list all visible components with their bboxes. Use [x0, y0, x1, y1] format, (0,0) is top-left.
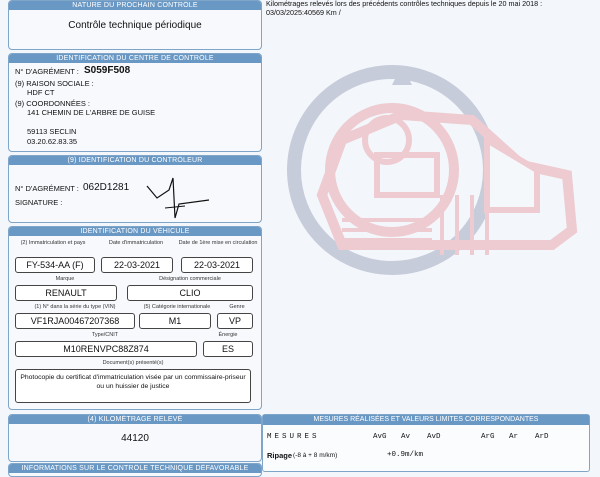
- signature-mark: [139, 168, 219, 222]
- centre-raison-value: HDF CT: [27, 88, 55, 97]
- controleur-panel: [8, 155, 262, 223]
- controleur-agrement-value: 062D1281: [83, 182, 130, 193]
- type-value: M10RENVPC88Z874: [15, 341, 197, 357]
- controleur-title: (9) IDENTIFICATION DU CONTRÔLEUR: [9, 156, 261, 165]
- nature-title: NATURE DU PROCHAIN CONTRÔLE: [9, 1, 261, 10]
- date-immat-value: 22-03-2021: [101, 257, 173, 273]
- previous-mileage-line2: 03/03/2025:40569 Km /: [266, 7, 341, 17]
- date-mise-value: 22-03-2021: [181, 257, 253, 273]
- mesures-title: MESURES RÉALISÉES ET VALEURS LIMITES CORRESPONDANTES: [263, 415, 589, 425]
- col-ard: ArD: [535, 433, 549, 441]
- vin-value: VF1RJA00467207368: [15, 313, 135, 329]
- mesures-panel: [262, 414, 590, 472]
- centre-coord-label: (9) COORDONNÉES :: [15, 99, 91, 108]
- immat-label: (2) Immatriculation et pays: [20, 240, 86, 246]
- date-mise-label: Date de 1ère mise en circulation: [178, 240, 258, 246]
- categorie-value: M1: [139, 313, 211, 329]
- genre-label: Genre: [229, 304, 245, 310]
- documents-value: Photocopie du certificat d'immatriculation visée par un commissaire-priseur ou un huissier de justice: [15, 369, 251, 403]
- nature-value: Contrôle technique périodique: [68, 20, 202, 31]
- designation-value: CLIO: [127, 285, 253, 301]
- right-column: [262, 0, 600, 470]
- col-avg: AvG: [373, 433, 387, 441]
- defavorable-panel: [8, 463, 262, 477]
- defavorable-title: INFORMATIONS SUR LE CONTRÔLE TECHNIQUE DÉFAVORABLE: [9, 464, 261, 473]
- controleur-signature-label: SIGNATURE :: [15, 198, 63, 207]
- col-arg: ArG: [481, 433, 495, 441]
- categorie-label: (5) Catégorie internationale: [143, 304, 211, 310]
- ripage-label: Ripage: [267, 451, 293, 460]
- vin-label: (1) N° dans la série du type (VIN): [34, 304, 116, 310]
- col-ar: Ar: [509, 433, 519, 441]
- ripage-value: +0.9m/km: [387, 451, 424, 459]
- centre-city: 59113 SECLIN: [27, 127, 77, 136]
- mesures-header-label: MESURES: [267, 433, 320, 441]
- date-immat-label: Date d'immatriculation: [108, 240, 164, 246]
- kilometrage-panel: [8, 414, 262, 462]
- col-av: Av: [401, 433, 411, 441]
- centre-phone: 03.20.62.83.35: [27, 137, 78, 146]
- centre-agrement-label: N° D'AGRÉMENT :: [15, 67, 79, 76]
- marque-value: RENAULT: [15, 285, 117, 301]
- energie-value: ES: [203, 341, 253, 357]
- energie-label: Énergie: [218, 332, 238, 338]
- centre-agrement-value: S059F508: [84, 65, 131, 76]
- documents-label: Document(s) présenté(s): [102, 360, 164, 366]
- vehicule-title: IDENTIFICATION DU VÉHICULE: [9, 227, 261, 236]
- centre-address: 141 CHEMIN DE L'ARBRE DE GUISE: [27, 108, 156, 117]
- kilometrage-value: 44120: [121, 433, 149, 444]
- previous-mileage-text: [266, 0, 596, 17]
- type-label: Type/CNIT: [91, 332, 119, 338]
- immat-value: FY-534-AA (F): [15, 257, 95, 273]
- col-avd: AvD: [427, 433, 441, 441]
- vehicule-panel: [8, 226, 262, 410]
- nature-panel: [8, 0, 262, 50]
- kilometrage-title: (4) KILOMÉTRAGE RELEVÉ: [9, 415, 261, 424]
- ripage-range: (-8 à + 8 m/km): [293, 452, 338, 459]
- centre-panel: [8, 53, 262, 152]
- centre-title: IDENTIFICATION DU CENTRE DE CONTRÔLE: [9, 54, 261, 63]
- car-watermark-icon: [282, 45, 582, 300]
- designation-label: Désignation commerciale: [159, 276, 221, 282]
- centre-raison-label: (9) RAISON SOCIALE :: [15, 79, 94, 88]
- previous-mileage-line1: Kilométrages relevés lors des précédents contrôles techniques depuis le 20 mai 2018 :: [266, 0, 543, 8]
- controleur-agrement-label: N° D'AGRÉMENT :: [15, 184, 79, 193]
- marque-label: Marque: [55, 276, 75, 282]
- genre-value: VP: [217, 313, 253, 329]
